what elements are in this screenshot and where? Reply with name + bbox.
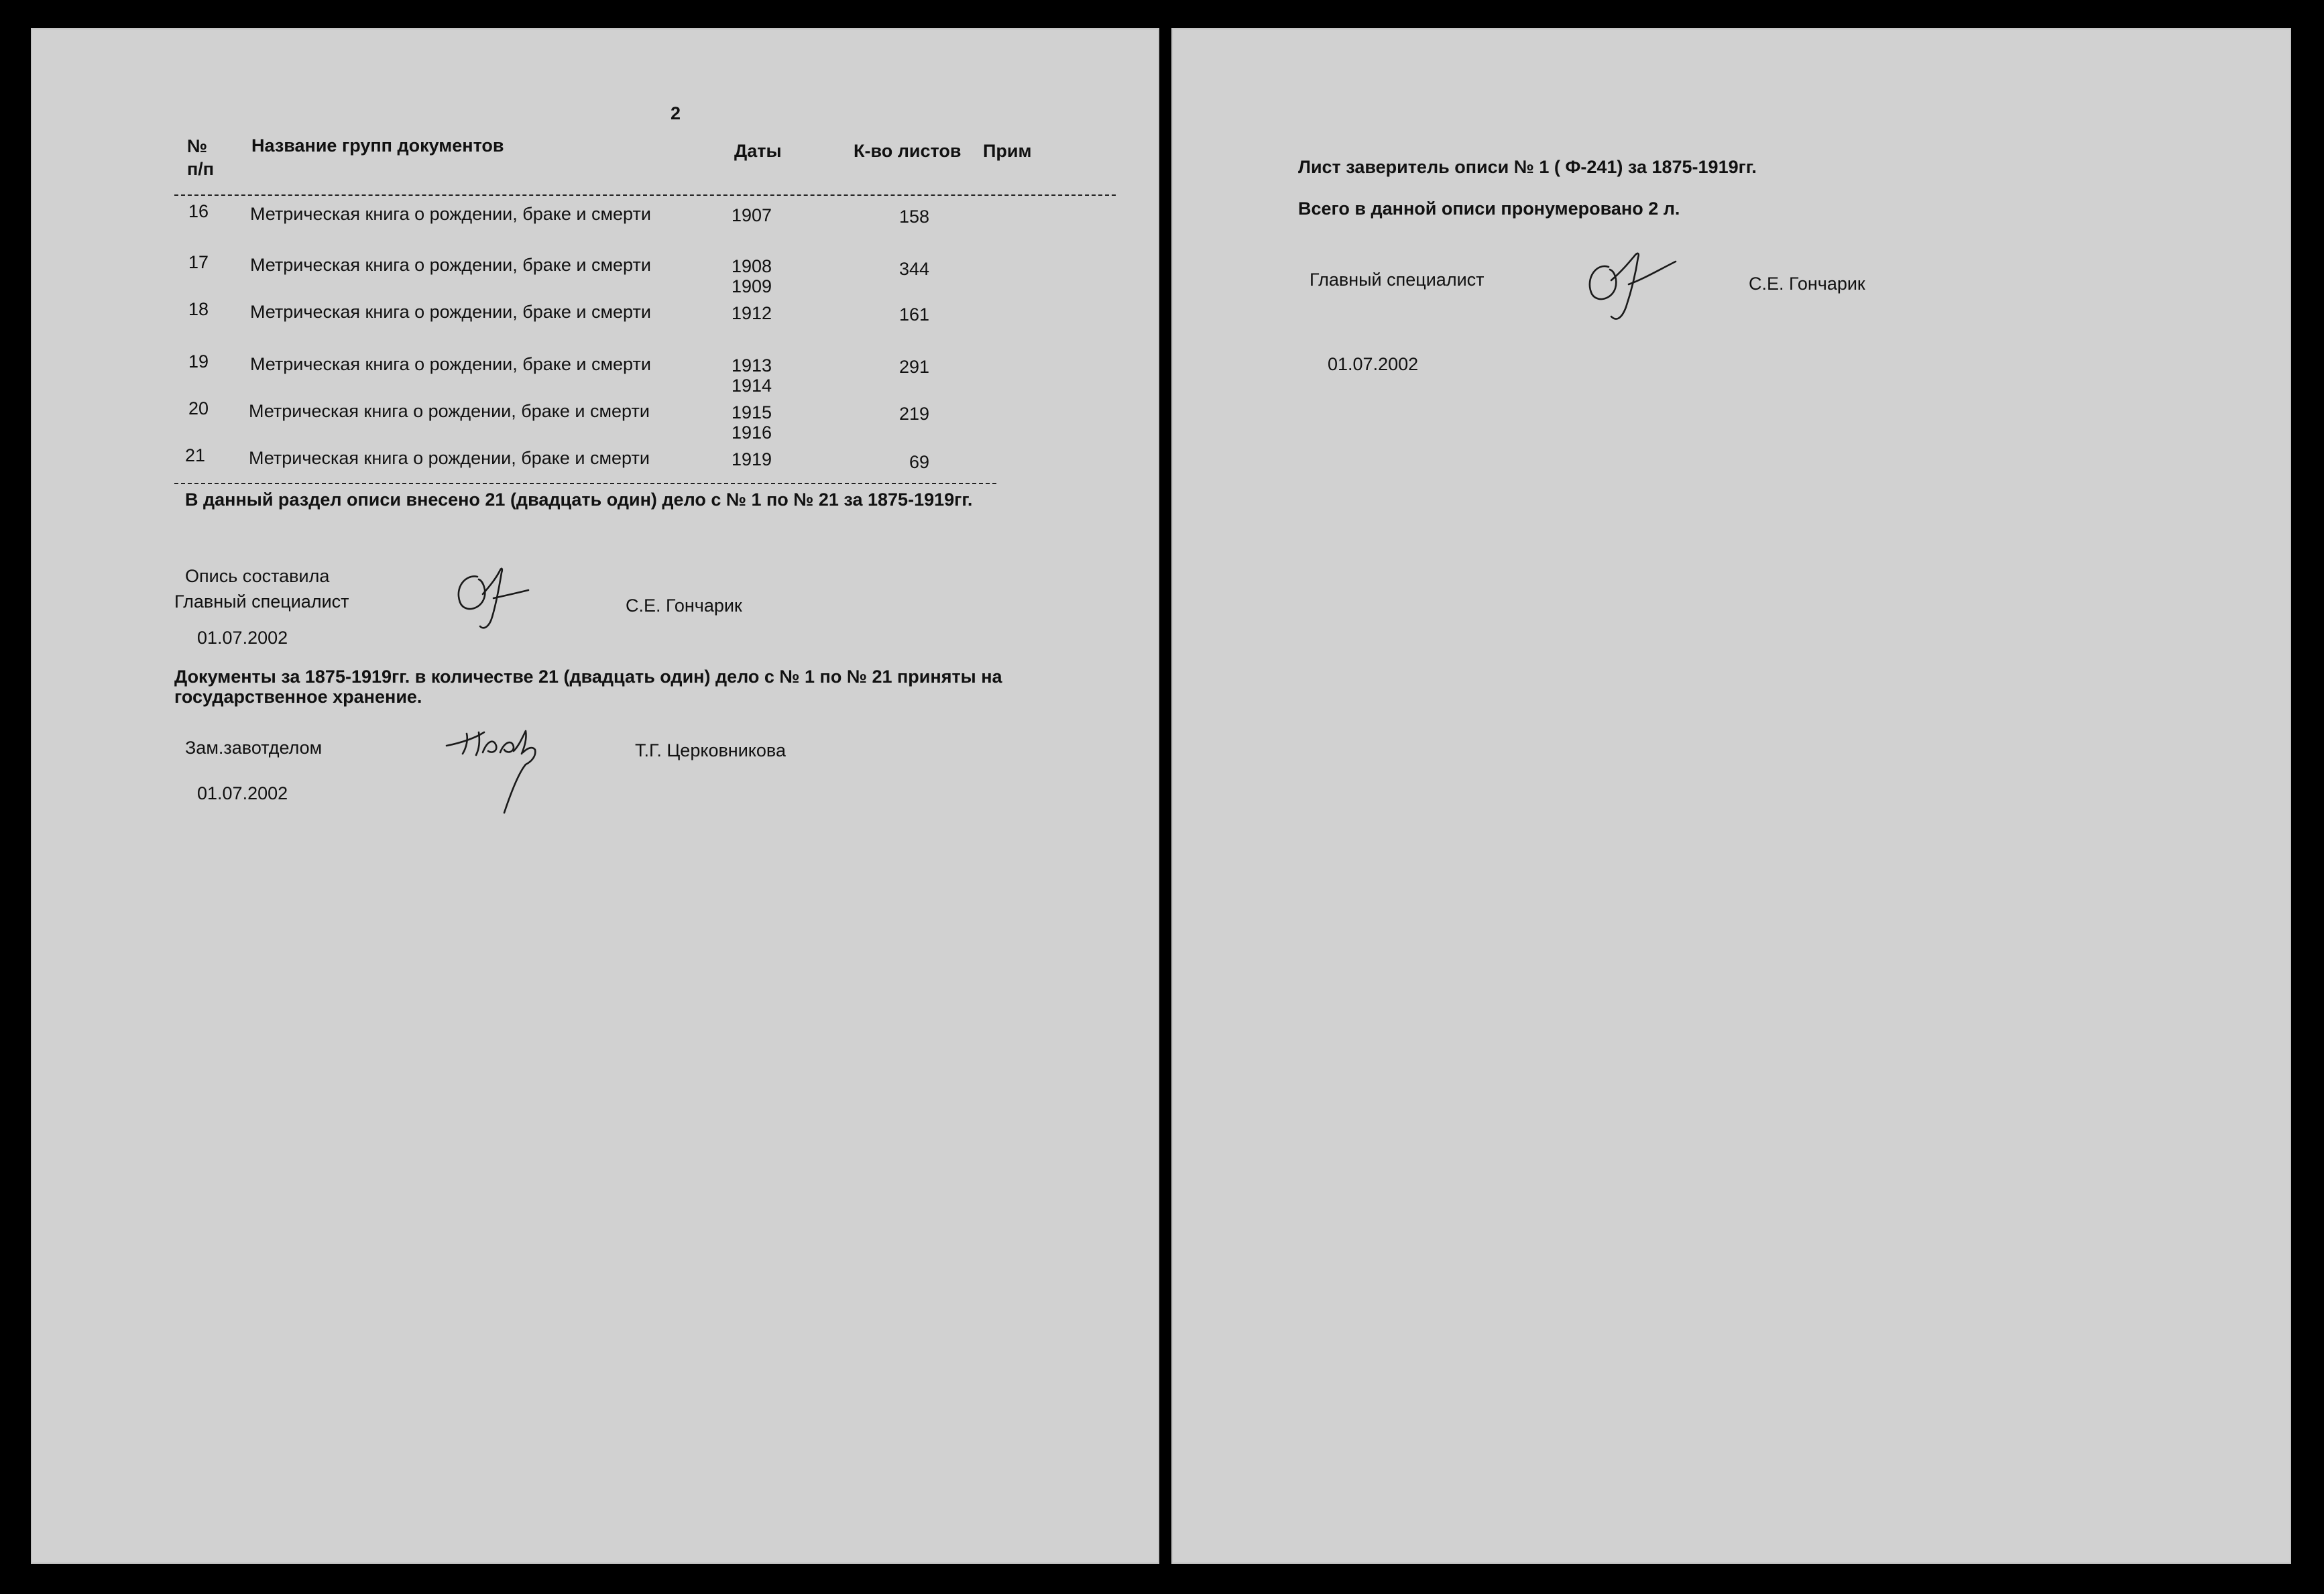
signature-goncharik bbox=[452, 565, 539, 638]
row-num: 20 bbox=[188, 398, 209, 418]
row-title: Метрическая книга о рождении, браке и смерти bbox=[250, 354, 651, 374]
certification-name: С.Е. Гончарик bbox=[1749, 274, 1865, 294]
page-number: 2 bbox=[671, 103, 681, 123]
summary-text: В данный раздел описи внесено 21 (двадцать один) дело с № 1 по № 21 за 1875-1919гг. bbox=[185, 490, 973, 510]
row-sheets: 291 bbox=[898, 357, 929, 377]
row-date: 1907 bbox=[732, 205, 772, 225]
header-num: № п/п bbox=[187, 136, 215, 179]
row-num: 18 bbox=[188, 299, 209, 319]
row-date: 1908 bbox=[732, 256, 772, 276]
row-title: Метрическая книга о рождении, браке и смерти bbox=[249, 401, 650, 421]
header-notes: Прим bbox=[983, 141, 1032, 161]
accepted-text-line1: Документы за 1875-1919гг. в количестве 21 (двадцать один) дело с № 1 по № 21 приняты на bbox=[174, 667, 1002, 687]
certification-position: Главный специалист bbox=[1310, 270, 1485, 290]
compiled-name: С.Е. Гончарик bbox=[626, 595, 742, 616]
header-dates: Даты bbox=[734, 141, 782, 161]
row-sheets: 219 bbox=[898, 404, 929, 424]
row-sheets: 69 bbox=[909, 452, 929, 472]
row-sheets: 344 bbox=[898, 259, 929, 279]
table-bottom-divider bbox=[174, 483, 996, 484]
row-date-2: 1909 bbox=[732, 276, 772, 296]
certification-line1: Лист заверитель описи № 1 ( Ф-241) за 1875-1919гг. bbox=[1298, 157, 1757, 177]
row-date-2: 1914 bbox=[732, 376, 772, 396]
signature-goncharik-2 bbox=[1582, 243, 1689, 337]
inventory-page-left bbox=[31, 28, 1159, 1564]
row-num: 17 bbox=[188, 252, 209, 272]
header-sheets: К-во листов bbox=[854, 141, 962, 161]
row-num: 16 bbox=[188, 201, 209, 221]
compiled-label: Опись составила bbox=[185, 566, 330, 586]
signature-tserkovnikova bbox=[440, 712, 554, 833]
row-title: Метрическая книга о рождении, браке и смерти bbox=[249, 448, 650, 468]
certification-date: 01.07.2002 bbox=[1328, 354, 1419, 374]
deputy-name: Т.Г. Церковникова bbox=[635, 740, 786, 760]
compiled-position: Главный специалист bbox=[174, 591, 349, 612]
row-date: 1919 bbox=[732, 449, 772, 469]
certification-line2: Всего в данной описи пронумеровано 2 л. bbox=[1298, 198, 1680, 219]
row-title: Метрическая книга о рождении, браке и смерти bbox=[250, 302, 651, 322]
row-sheets: 161 bbox=[898, 304, 929, 325]
row-num: 19 bbox=[188, 351, 209, 372]
certification-page-right bbox=[1171, 28, 2291, 1564]
row-date: 1913 bbox=[732, 355, 772, 376]
row-sheets: 158 bbox=[898, 207, 929, 227]
row-date-2: 1916 bbox=[732, 422, 772, 443]
row-date: 1912 bbox=[732, 303, 772, 323]
header-divider bbox=[174, 194, 1116, 196]
accepted-text-line2: государственное хранение. bbox=[174, 687, 422, 707]
row-title: Метрическая книга о рождении, браке и смерти bbox=[250, 204, 651, 224]
row-num: 21 bbox=[185, 445, 206, 465]
deputy-position: Зам.завотделом bbox=[185, 738, 323, 758]
compiled-date: 01.07.2002 bbox=[197, 628, 288, 648]
row-title: Метрическая книга о рождении, браке и смерти bbox=[250, 255, 651, 275]
header-title: Название групп документов bbox=[251, 135, 504, 156]
row-date: 1915 bbox=[732, 402, 772, 422]
deputy-date: 01.07.2002 bbox=[197, 783, 288, 803]
